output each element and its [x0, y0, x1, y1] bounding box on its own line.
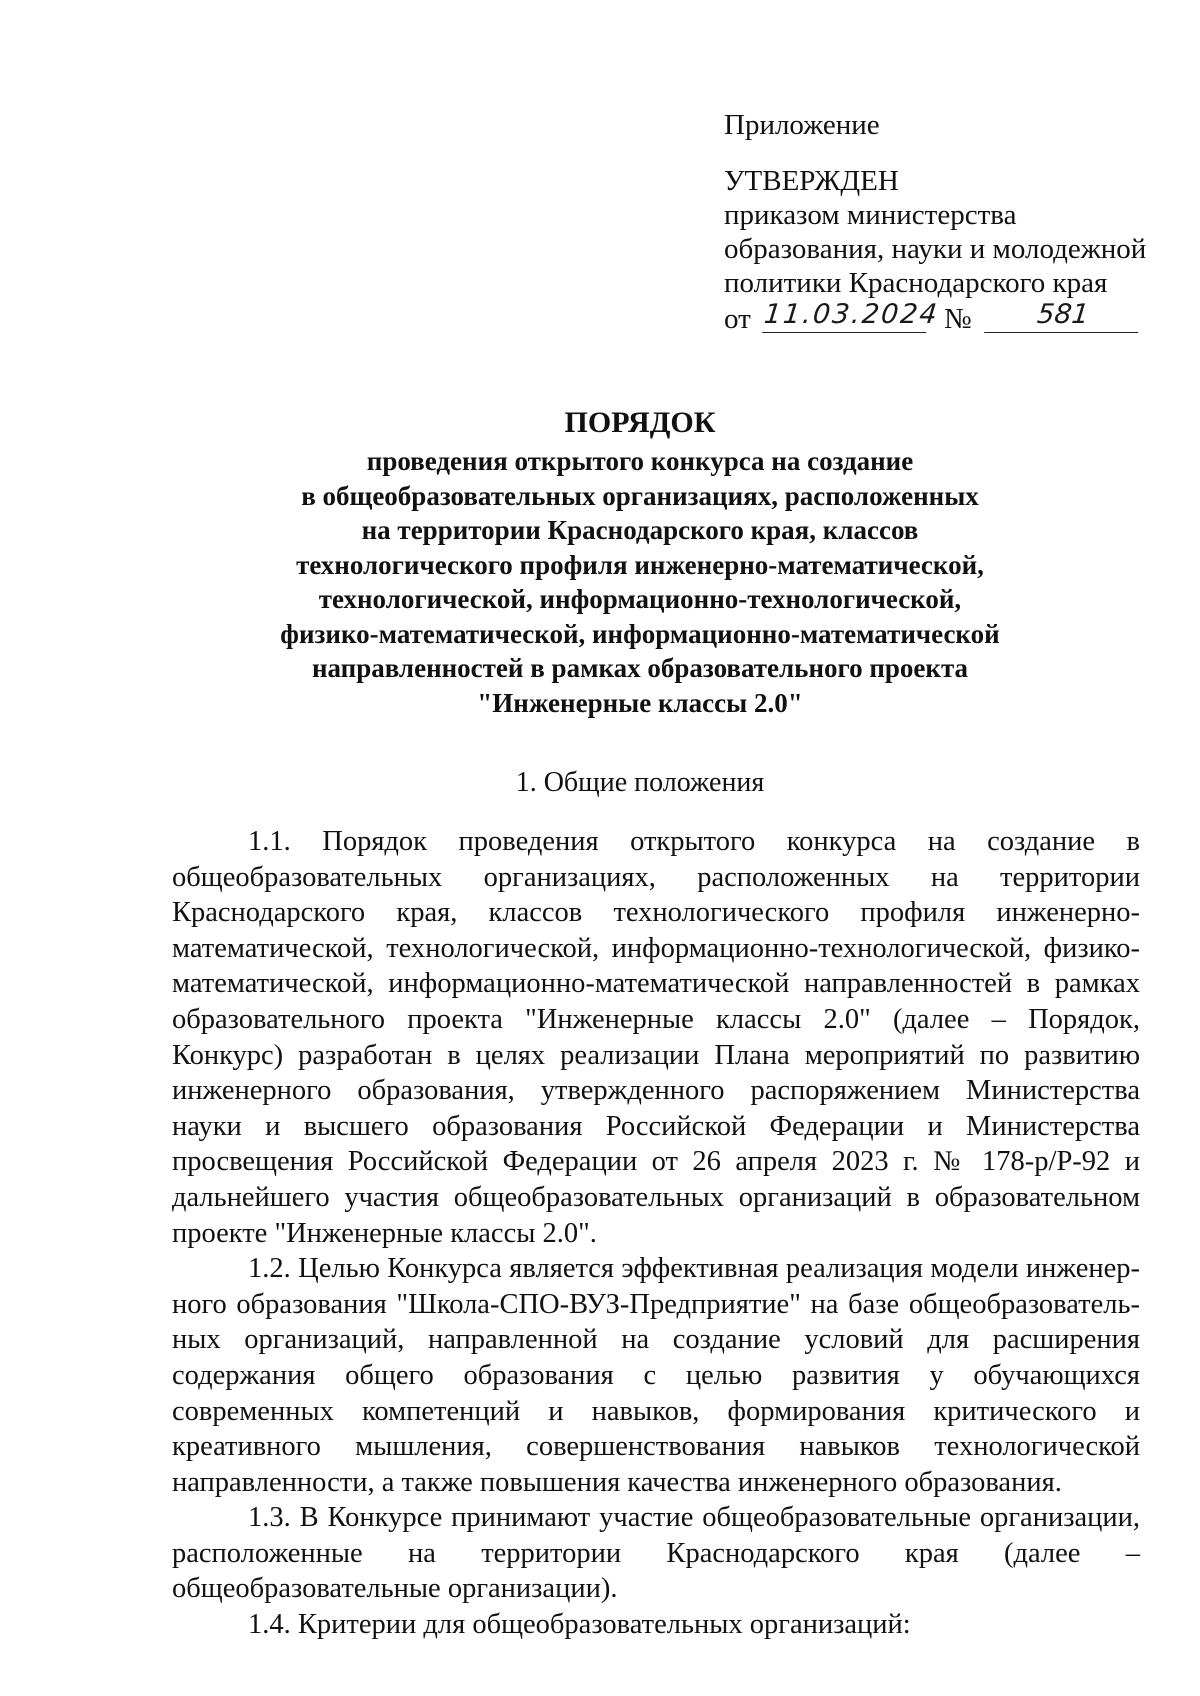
title-line-4: технологического профиля инженерно-математической, — [296, 549, 984, 580]
appendix-label: Приложение — [724, 109, 880, 141]
order-date-prefix: от — [724, 303, 751, 335]
title-main: ПОРЯДОК — [564, 406, 716, 439]
order-date-handwritten: 11.03.2024 — [762, 298, 930, 333]
document-title — [200, 404, 1080, 720]
section-heading: 1. Общие положения — [515, 767, 765, 798]
order-reference — [724, 300, 1144, 340]
title-line-5: технологической, информационно-технологической, — [318, 584, 962, 614]
approved-by-line-1: приказом министерства — [724, 199, 1017, 231]
title-line-3: на территории Краснодарского края, классов — [361, 515, 919, 545]
title-line-2: в общеобразовательных организациях, расположенных — [301, 480, 979, 511]
order-number-handwritten: 581 — [984, 298, 1142, 333]
title-line-8: "Инженерные классы 2.0" — [477, 687, 803, 718]
title-line-1: проведения открытого конкурса на создание — [366, 446, 914, 476]
approved-by-line-2: образования, науки и молодежной — [724, 233, 1147, 265]
paragraph-1-4: 1.4. Критерии для общеобразовательных организаций: — [248, 1609, 911, 1641]
approved-by-line-3: политики Краснодарского края — [724, 267, 1108, 299]
paragraph-1-1: 1.1. Порядок проведения открытого конкурса на создание в общеобразовательных организациях, расположенных на территории Краснодарского края, классов технологического профиля инженерно-математической, технологической, информационно-технологической, физико-математической, информационно-математической направленностей в рамках образовательного проекта "Инженерные классы 2.0" (далее – Порядок, Конкурс) разработан в целях реализации Плана мероприятий по развитию инженерного образования, утвержденного распоряжением Министерства науки и высшего образования Российской Федерации и Министерства просвещения Российской Федерации от 26 апреля 2023 г. № 178-р/Р-92 и дальнейшего участия общеобразовательных организаций в образовательном проекте "Инженерные классы 2.0". — [172, 826, 1140, 1249]
title-line-7: направленностей в рамках образовательного проекта — [311, 653, 969, 683]
title-line-6: физико-математической, информационно-математической — [280, 618, 1000, 649]
paragraph-1-2: 1.2. Целью Конкурса является эффективная реализация модели инженерного образования "Школа-СПО-ВУЗ-Предприятие" на базе общеобразовательных организаций, направленной на создание условий для расширения содержания общего образования с целью развития у обучающихся современных компетенций и навыков, формирования критического и креативного мышления, совершенствования навыков технологической направленности, а также повышения качества инженерного образования. — [172, 1253, 1140, 1498]
document-body — [172, 824, 1140, 1643]
approval-block — [724, 108, 1147, 340]
paragraph-1-3: 1.3. В Конкурсе принимают участие общеобразовательные организации, расположенные на территории Краснодарского края (далее – общеобразовательные организации). — [172, 1502, 1140, 1605]
approved-label: УТВЕРЖДЕН — [724, 165, 899, 197]
order-number-label: № — [944, 303, 972, 335]
